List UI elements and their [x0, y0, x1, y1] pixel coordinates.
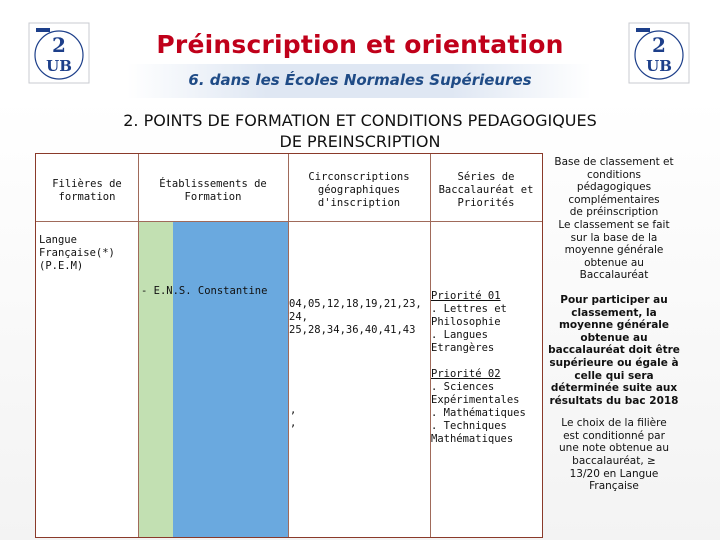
column-divider [138, 154, 139, 537]
circonscription-line: 04,05,12,18,19,21,23, [289, 298, 422, 310]
choice-line: est conditionné par [563, 429, 665, 442]
participation-line: classement, la [571, 306, 657, 319]
priorite-02-cell [431, 368, 542, 446]
circonscription-comma: , [290, 404, 297, 416]
participation-line: baccalauréat doit être [548, 344, 680, 357]
filiere-cell [39, 234, 137, 273]
conditions-column [545, 156, 683, 493]
filiere-line: (P.E.M) [39, 260, 84, 272]
page-subtitle: 6. dans les Écoles Normales Supérieures [188, 71, 532, 89]
priorite-02-title [431, 368, 542, 381]
conditions-header-line: complémentaires [568, 193, 660, 206]
header-filieres-line: formation [58, 191, 116, 203]
header-filieres [36, 178, 138, 204]
conditions-line: Baccalauréat [579, 269, 649, 282]
participation-line: déterminée suite aux [550, 382, 678, 395]
formation-table [35, 153, 543, 538]
conditions-header-line: conditions [586, 168, 642, 181]
priorite-01-cell [431, 290, 542, 355]
svg-text:2: 2 [52, 33, 66, 57]
choice-line: une note obtenue au [559, 442, 669, 455]
svg-text:UB: UB [646, 57, 672, 75]
choice-line: Française [589, 480, 639, 493]
filiere-line: Langue [39, 234, 77, 246]
priorite-line: Mathématiques [431, 433, 514, 445]
conditions-line: sur la base de la [570, 231, 658, 244]
filiere-line: Française(*) [39, 247, 115, 259]
choice-line: baccalauréat, ≥ [572, 455, 656, 468]
circonscription-line: 25,28,34,36,40,41,43 [289, 324, 416, 336]
header-filieres-line: Filières de [52, 178, 122, 190]
conditions-header-line: pédagogiques [576, 181, 652, 194]
conditions-header-line: Base de classement et [554, 156, 674, 168]
header-etab-line: Établissements de [159, 178, 267, 190]
page-title: Préinscription et orientation [156, 30, 564, 59]
etablissement-column-fill [173, 221, 288, 537]
header-series-line: Séries de [457, 171, 515, 183]
participation-line: résultats du bac 2018 [549, 394, 679, 407]
circonscription-comma: , [290, 417, 297, 429]
header-circ-line: Circonscriptions [308, 171, 410, 183]
header-divider [36, 221, 542, 222]
column-divider [288, 154, 289, 537]
header-series-line: Baccalauréat et [438, 184, 534, 196]
priorite-line: Etrangères [431, 342, 495, 354]
priorite-line: . Lettres et [431, 303, 507, 315]
etablissement-cell: - E.N.S. Constantine [141, 285, 268, 297]
svg-text:2: 2 [652, 33, 666, 57]
priorite-line: Expérimentales [431, 394, 520, 406]
header-circonscriptions [288, 171, 430, 210]
participation-line: obtenue au [580, 331, 648, 344]
choice-line: 13/20 en Langue [569, 467, 659, 480]
priorite-line: . Langues [431, 329, 488, 341]
header-etab-line: Formation [184, 191, 242, 203]
priorite-01-title-text: Priorité 01 [431, 290, 501, 302]
participation-line: celle qui sera [574, 369, 654, 382]
participation-line: supérieure ou égale à [549, 356, 679, 369]
section-heading [36, 110, 684, 152]
conditions-header-line: de préinscription [569, 206, 659, 219]
priorite-01-title [431, 290, 542, 303]
participation-line: Pour participer au [560, 293, 668, 306]
section-heading-line2: DE PREINSCRIPTION [279, 132, 441, 151]
conditions-line: Le classement se fait [558, 218, 670, 231]
circonscription-cell [289, 298, 430, 337]
choice-line: Le choix de la filière [561, 417, 667, 430]
header-circ-line: géographiques [317, 184, 401, 196]
header-series-line: Priorités [457, 197, 515, 209]
svg-text:UB: UB [46, 57, 72, 75]
priorite-line: Philosophie [431, 316, 501, 328]
circonscription-line: 24, [289, 311, 308, 323]
conditions-line: moyenne générale [564, 244, 664, 257]
priorite-line: . Techniques [431, 420, 507, 432]
conditions-line: obtenue au [584, 256, 644, 269]
priorite-line: . Mathématiques [431, 407, 526, 419]
header-series [430, 171, 542, 210]
header-etablissements [138, 178, 288, 204]
priorite-line: . Sciences [431, 381, 495, 393]
participation-line: moyenne générale [558, 319, 670, 332]
section-heading-line1: 2. POINTS DE FORMATION ET CONDITIONS PEDAGOGIQUES [123, 111, 597, 130]
filiere-column-fill [138, 221, 173, 537]
priorite-02-title-text: Priorité 02 [431, 368, 501, 380]
header-circ-line: d'inscription [317, 197, 401, 209]
